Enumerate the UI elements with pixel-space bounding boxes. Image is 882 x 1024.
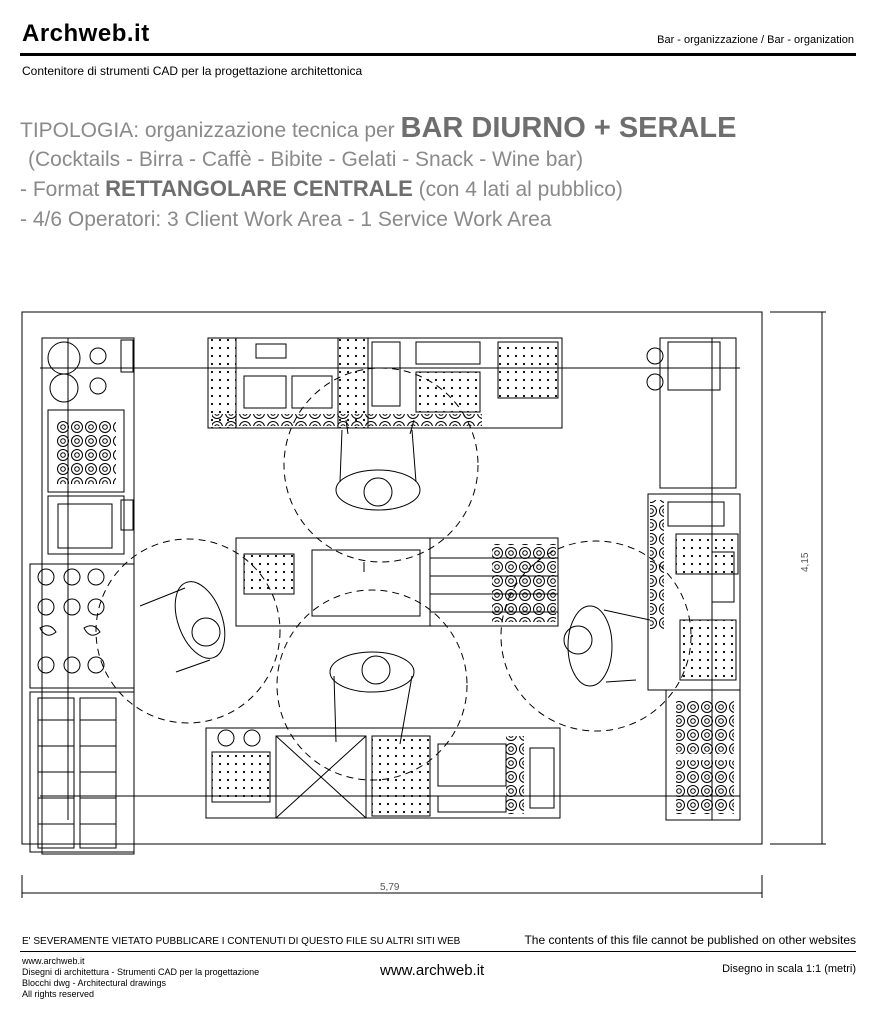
header-rule [20, 53, 856, 56]
breadcrumb[interactable]: Bar - organizzazione / Bar - organization [657, 34, 854, 46]
footer-line: Blocchi dwg - Architectural drawings [22, 978, 167, 988]
logo[interactable]: Archweb.it [22, 20, 150, 47]
footer-info [22, 956, 259, 1000]
operator-bottom [330, 652, 414, 744]
title-line-2: (Cocktails - Birra - Caffè - Bibite - Gelati - Snack - Wine bar) [28, 148, 584, 171]
dimension-width-label: 5,79 [380, 882, 400, 893]
footer-line[interactable]: www.archweb.it [22, 956, 85, 966]
title-line-4: - 4/6 Operatori: 3 Client Work Area - 1 Service Work Area [20, 208, 552, 231]
title-line-1 [20, 112, 736, 145]
dimension-height [770, 312, 826, 844]
header-subtitle: Contenitore di strumenti CAD per la progettazione architettonica [22, 64, 363, 78]
title-bold: BAR DIURNO + SERALE [400, 112, 737, 144]
operator-right [564, 606, 650, 686]
warning-italian: E' SEVERAMENTE VIETATO PUBBLICARE I CONTENUTI DI QUESTO FILE SU ALTRI SITI WEB [22, 936, 461, 947]
footer-line: All rights reserved [22, 989, 95, 999]
format-suffix: (con 4 lati al pubblico) [412, 178, 623, 201]
operator-left [140, 575, 234, 672]
warning-english: The contents of this file cannot be published on other websites [524, 933, 856, 947]
right-lower-counter [666, 690, 740, 820]
footer-rule [20, 951, 856, 952]
scale-note: Disegno in scala 1:1 (metri) [722, 963, 856, 975]
left-counter [30, 338, 134, 854]
operator-top [336, 420, 420, 510]
title-line-3 [20, 176, 623, 202]
work-area-circles [96, 368, 691, 780]
footer-url[interactable]: www.archweb.it [380, 962, 485, 979]
top-counter [208, 338, 562, 428]
bottom-counter [206, 728, 560, 818]
title-prefix: TIPOLOGIA: organizzazione tecnica per [20, 119, 401, 142]
floor-plan [0, 300, 882, 910]
footer-line: Disegni di architettura - Strumenti CAD per la progettazione [22, 967, 260, 977]
central-island [236, 538, 558, 626]
right-middle-counter [648, 494, 740, 690]
right-upper-counter [647, 338, 736, 488]
format-bold: RETTANGOLARE CENTRALE [105, 176, 413, 201]
format-prefix: - Format [20, 178, 106, 201]
dimension-height-label: 4,15 [800, 552, 811, 572]
